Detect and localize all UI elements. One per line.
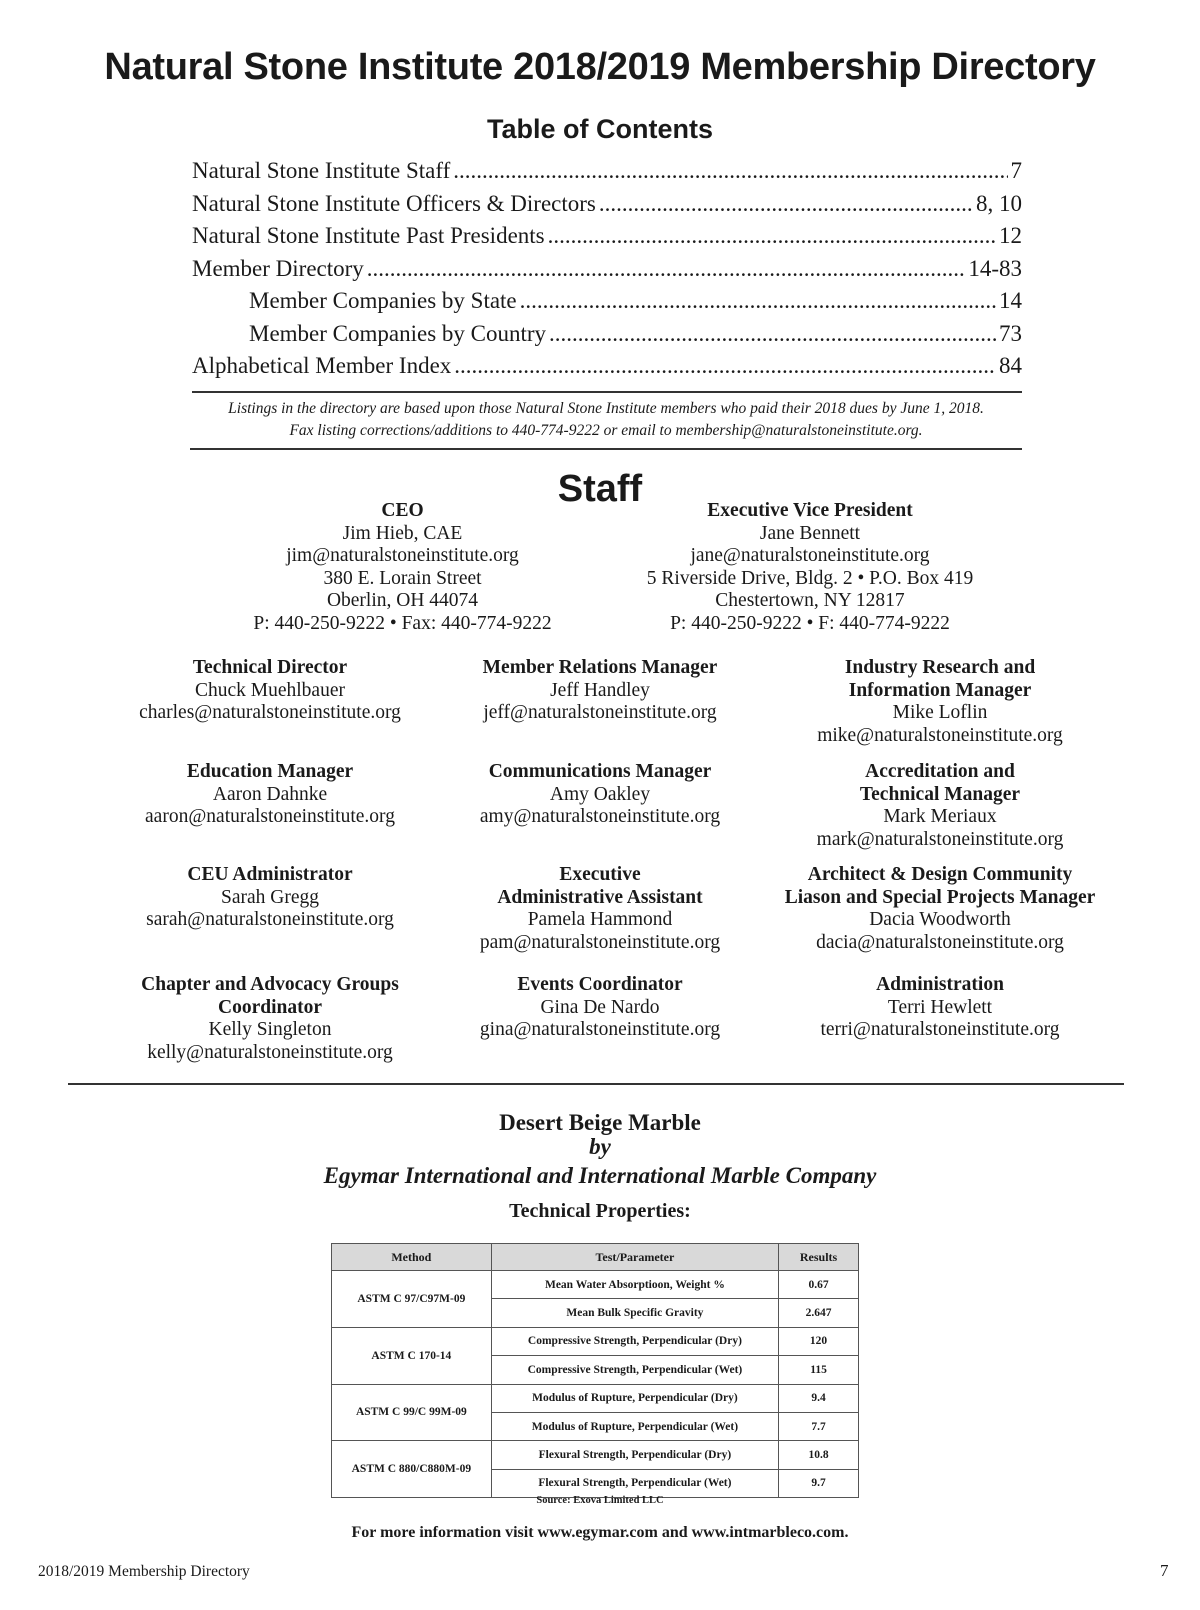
staff-communications bbox=[440, 761, 760, 829]
toc-entry-label: Natural Stone Institute Officers & Directors bbox=[192, 190, 596, 216]
staff-name: Aaron Dahnke bbox=[212, 783, 328, 805]
toc-leader-dots bbox=[548, 220, 996, 253]
result-cell: 9.4 bbox=[779, 1384, 859, 1412]
listing-note-line2: Fax listing corrections/additions to 440-774-9222 or email to membership@naturalstoneinstitute.org. bbox=[289, 422, 923, 439]
staff-role: CEO bbox=[381, 500, 424, 521]
toc-entry-page: 73 bbox=[999, 320, 1022, 346]
staff-chapter bbox=[110, 974, 430, 1064]
toc-entry bbox=[192, 155, 1022, 188]
test-cell: Modulus of Rupture, Perpendicular (Wet) bbox=[491, 1412, 778, 1440]
staff-heading: Staff bbox=[557, 468, 643, 510]
staff-ceu bbox=[110, 864, 430, 932]
toc-divider-bottom bbox=[190, 448, 1022, 450]
staff-name: Gina De Nardo bbox=[540, 996, 660, 1018]
toc-entry-label: Member Companies by State bbox=[249, 288, 517, 313]
staff-email: kelly@naturalstoneinstitute.org bbox=[147, 1041, 393, 1063]
method-cell: ASTM C 99/C 99M-09 bbox=[332, 1384, 492, 1441]
column-header-test: Test/Parameter bbox=[491, 1244, 778, 1271]
staff-role: Executive bbox=[559, 864, 641, 885]
staff-address: 5 Riverside Drive, Bldg. 2 • P.O. Box 419 bbox=[646, 567, 974, 589]
staff-name: Terri Hewlett bbox=[887, 996, 993, 1018]
staff-email: jeff@naturalstoneinstitute.org bbox=[483, 702, 717, 723]
staff-role: Accreditation and bbox=[865, 761, 1015, 782]
staff-email: pam@naturalstoneinstitute.org bbox=[479, 931, 721, 953]
toc-leader-dots bbox=[453, 155, 1007, 188]
staff-role: Communications Manager bbox=[488, 761, 712, 782]
table-header-row bbox=[332, 1244, 859, 1271]
staff-email: gina@naturalstoneinstitute.org bbox=[479, 1019, 721, 1040]
toc-entry bbox=[192, 318, 1022, 351]
staff-email: mark@naturalstoneinstitute.org bbox=[816, 828, 1064, 850]
table-row bbox=[332, 1441, 859, 1469]
product-by: by bbox=[589, 1134, 611, 1159]
toc-entry-page: 12 bbox=[999, 223, 1022, 248]
method-cell: ASTM C 170-14 bbox=[332, 1327, 492, 1384]
test-cell: Compressive Strength, Perpendicular (Wet) bbox=[491, 1356, 778, 1384]
staff-role: Architect & Design Community bbox=[807, 864, 1073, 885]
result-cell: 2.647 bbox=[779, 1299, 859, 1327]
staff-administration bbox=[770, 974, 1110, 1042]
toc-entry-label: Member Companies by Country bbox=[249, 320, 547, 346]
table-source: Source: Exova Limited LLC bbox=[536, 1495, 664, 1506]
staff-email: mike@naturalstoneinstitute.org bbox=[817, 724, 1063, 746]
staff-role: CEU Administrator bbox=[187, 864, 353, 885]
section-divider bbox=[68, 1083, 1124, 1085]
result-cell: 9.7 bbox=[779, 1469, 859, 1497]
staff-name: Jane Bennett bbox=[759, 522, 861, 544]
test-cell: Flexural Strength, Perpendicular (Dry) bbox=[491, 1441, 778, 1469]
staff-education bbox=[110, 761, 430, 829]
staff-architect bbox=[765, 864, 1115, 954]
result-cell: 115 bbox=[779, 1356, 859, 1384]
staff-email: amy@naturalstoneinstitute.org bbox=[479, 806, 721, 827]
toc-entry-page: 14-83 bbox=[968, 255, 1022, 281]
toc-leader-dots bbox=[367, 253, 966, 286]
page-title: Natural Stone Institute 2018/2019 Membership Directory bbox=[104, 46, 1096, 88]
staff-role: Executive Vice President bbox=[707, 500, 913, 521]
toc-leader-dots bbox=[454, 350, 996, 383]
toc-entry-page: 84 bbox=[999, 353, 1022, 378]
toc-entry-label: Natural Stone Institute Staff bbox=[192, 158, 451, 183]
staff-name: Pamela Hammond bbox=[527, 909, 673, 930]
result-cell: 7.7 bbox=[779, 1412, 859, 1440]
test-cell: Mean Bulk Specific Gravity bbox=[491, 1299, 778, 1327]
more-info-text: For more information visit www.egymar.com and www.intmarbleco.com. bbox=[351, 1524, 849, 1541]
table-row bbox=[332, 1384, 859, 1412]
staff-name: Jeff Handley bbox=[550, 679, 650, 701]
toc-entry-label: Alphabetical Member Index bbox=[192, 353, 452, 378]
staff-events bbox=[440, 974, 760, 1042]
staff-role: Technical Manager bbox=[859, 783, 1021, 805]
staff-name: Dacia Woodworth bbox=[869, 909, 1011, 930]
test-cell: Flexural Strength, Perpendicular (Wet) bbox=[491, 1469, 778, 1497]
page-number: 7 bbox=[1160, 1561, 1169, 1580]
result-cell: 0.67 bbox=[779, 1271, 859, 1299]
staff-address: Oberlin, OH 44074 bbox=[326, 590, 479, 611]
staff-email: aaron@naturalstoneinstitute.org bbox=[145, 806, 395, 827]
staff-name: Sarah Gregg bbox=[220, 886, 319, 908]
staff-email: terri@naturalstoneinstitute.org bbox=[820, 1019, 1060, 1040]
staff-name: Jim Hieb, CAE bbox=[342, 522, 463, 544]
result-cell: 120 bbox=[779, 1327, 859, 1355]
toc-entry bbox=[192, 285, 1022, 318]
table-of-contents bbox=[192, 155, 1022, 383]
method-cell: ASTM C 880/C880M-09 bbox=[332, 1441, 492, 1498]
product-company: Egymar International and International Marble Company bbox=[323, 1163, 877, 1188]
listing-note-line1: Listings in the directory are based upon those Natural Stone Institute members who paid their 2018 dues by June 1, 2018. bbox=[228, 400, 984, 417]
staff-email: jane@naturalstoneinstitute.org bbox=[690, 545, 930, 566]
toc-entry-label: Natural Stone Institute Past Presidents bbox=[192, 223, 545, 248]
test-cell: Compressive Strength, Perpendicular (Dry) bbox=[491, 1327, 778, 1355]
staff-phone: P: 440-250-9222 • F: 440-774-9222 bbox=[670, 612, 950, 634]
properties-heading: Technical Properties: bbox=[509, 1200, 691, 1222]
technical-properties-table bbox=[331, 1243, 859, 1498]
toc-entry bbox=[192, 220, 1022, 253]
staff-phone: P: 440-250-9222 • Fax: 440-774-9222 bbox=[253, 612, 552, 634]
toc-entry bbox=[192, 253, 1022, 286]
column-header-method: Method bbox=[332, 1244, 492, 1271]
staff-role: Technical Director bbox=[192, 657, 348, 678]
column-header-results: Results bbox=[779, 1244, 859, 1271]
staff-address: Chestertown, NY 12817 bbox=[715, 590, 905, 611]
staff-role: Industry Research and bbox=[844, 657, 1036, 678]
staff-technical-director bbox=[110, 657, 430, 725]
staff-exec-assistant bbox=[440, 864, 760, 954]
toc-entry-page: 14 bbox=[999, 288, 1022, 313]
staff-name: Kelly Singleton bbox=[208, 1019, 332, 1040]
toc-leader-dots bbox=[549, 318, 996, 351]
staff-role: Coordinator bbox=[218, 996, 322, 1018]
staff-role: Education Manager bbox=[186, 761, 354, 782]
staff-evp bbox=[600, 500, 1020, 635]
staff-role: Chapter and Advocacy Groups bbox=[141, 974, 399, 995]
staff-name: Mike Loflin bbox=[892, 702, 988, 723]
staff-name: Amy Oakley bbox=[549, 783, 651, 805]
toc-divider-top bbox=[192, 391, 1022, 393]
toc-leader-dots bbox=[599, 188, 973, 221]
staff-email: jim@naturalstoneinstitute.org bbox=[286, 545, 519, 566]
staff-name: Chuck Muehlbauer bbox=[194, 679, 345, 701]
staff-member-relations bbox=[440, 657, 760, 725]
result-cell: 10.8 bbox=[779, 1441, 859, 1469]
test-cell: Mean Water Absorptioon, Weight % bbox=[491, 1271, 778, 1299]
staff-role: Events Coordinator bbox=[517, 974, 683, 995]
method-cell: ASTM C 97/C97M-09 bbox=[332, 1271, 492, 1328]
test-cell: Modulus of Rupture, Perpendicular (Dry) bbox=[491, 1384, 778, 1412]
staff-role: Liason and Special Projects Manager bbox=[784, 886, 1096, 908]
product-name: Desert Beige Marble bbox=[499, 1110, 701, 1135]
staff-email: sarah@naturalstoneinstitute.org bbox=[146, 909, 394, 930]
toc-leader-dots bbox=[520, 285, 996, 318]
staff-address: 380 E. Lorain Street bbox=[323, 567, 482, 589]
staff-role: Administration bbox=[876, 974, 1004, 995]
toc-entry-page: 7 bbox=[1010, 158, 1022, 183]
toc-entry-page: 8, 10 bbox=[976, 190, 1022, 216]
staff-accreditation bbox=[770, 761, 1110, 851]
toc-entry bbox=[192, 350, 1022, 383]
staff-industry-research bbox=[770, 657, 1110, 747]
footer-publication: 2018/2019 Membership Directory bbox=[38, 1563, 250, 1580]
staff-email: charles@naturalstoneinstitute.org bbox=[139, 702, 401, 723]
toc-heading: Table of Contents bbox=[487, 114, 713, 144]
table-row bbox=[332, 1271, 859, 1299]
toc-entry bbox=[192, 188, 1022, 221]
staff-email: dacia@naturalstoneinstitute.org bbox=[816, 931, 1064, 953]
staff-role: Administrative Assistant bbox=[497, 886, 703, 908]
staff-name: Mark Meriaux bbox=[883, 806, 997, 827]
staff-ceo bbox=[200, 500, 605, 635]
table-row bbox=[332, 1327, 859, 1355]
staff-role: Information Manager bbox=[848, 679, 1032, 701]
toc-entry-label: Member Directory bbox=[192, 255, 364, 281]
staff-role: Member Relations Manager bbox=[482, 657, 718, 678]
